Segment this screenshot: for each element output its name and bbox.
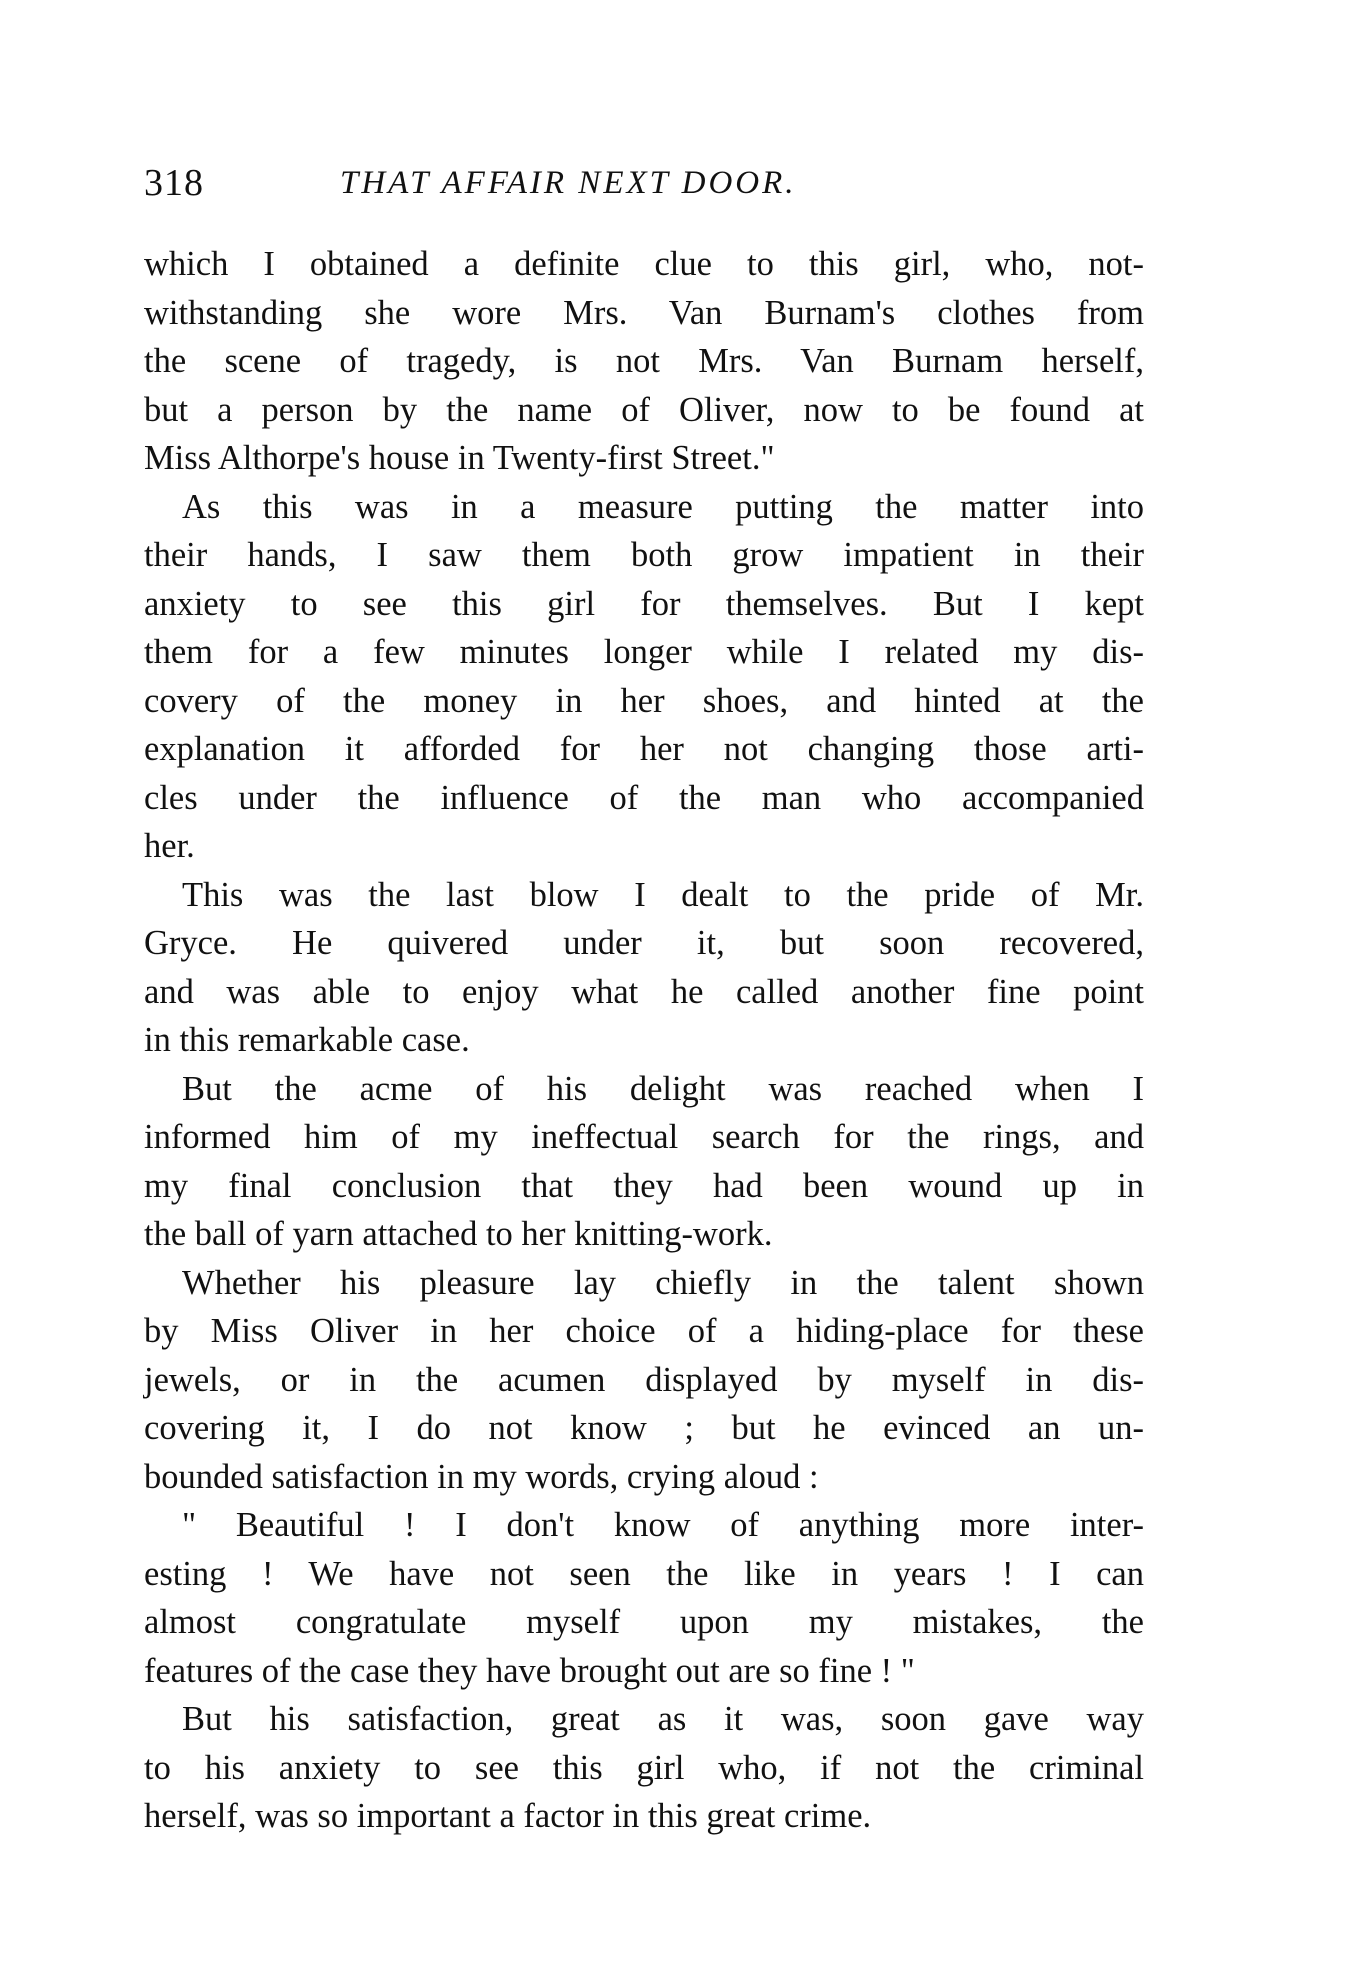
text-line: which I obtained a definite clue to this girl, who, not-	[144, 245, 1144, 283]
running-title: THAT AFFAIR NEXT DOOR.	[340, 165, 797, 201]
text-line: But the acme of his delight was reached when I	[182, 1069, 1144, 1108]
text-line: almost congratulate myself upon my mistakes, the	[144, 1603, 1144, 1641]
text-line: herself, was so important a factor in this great crime.	[144, 1797, 872, 1835]
text-line: " Beautiful ! I don't know of anything more inter-	[182, 1506, 1144, 1544]
text-line: This was the last blow I dealt to the pride of Mr.	[182, 875, 1144, 914]
text-line: and was able to enjoy what he called another fine point	[144, 972, 1144, 1011]
text-line: covering it, I do not know ; but he evinced an un-	[144, 1409, 1144, 1447]
text-line: Miss Althorpe's house in Twenty-first Street."	[144, 439, 775, 477]
text-line: covery of the money in her shoes, and hinted at the	[144, 681, 1144, 720]
text-line: but a person by the name of Oliver, now to be found at	[144, 390, 1144, 429]
text-line: bounded satisfaction in my words, crying aloud :	[144, 1457, 819, 1496]
text-line: her.	[144, 827, 195, 865]
text-line: informed him of my ineffectual search for the rings, and	[144, 1118, 1144, 1156]
text-line: But his satisfaction, great as it was, soon gave way	[182, 1700, 1144, 1738]
text-line: cles under the influence of the man who accompanied	[144, 778, 1144, 817]
body-text	[144, 240, 1144, 1841]
text-line: by Miss Oliver in her choice of a hiding-place for these	[144, 1312, 1144, 1350]
page-header	[144, 158, 1144, 208]
text-line: features of the case they have brought out are so fine ! "	[144, 1651, 915, 1690]
text-line: them for a few minutes longer while I related my dis-	[144, 633, 1144, 671]
text-line: their hands, I saw them both grow impatient in their	[144, 536, 1144, 574]
text-line: esting ! We have not seen the like in years ! I can	[144, 1554, 1144, 1593]
text-line: Whether his pleasure lay chiefly in the talent shown	[182, 1263, 1144, 1302]
text-line: Gryce. He quivered under it, but soon recovered,	[144, 924, 1144, 962]
text-line: the scene of tragedy, is not Mrs. Van Burnam herself,	[144, 342, 1144, 380]
text-line: my final conclusion that they had been wound up in	[144, 1166, 1144, 1205]
text-line: the ball of yarn attached to her knitting-work.	[144, 1215, 773, 1253]
text-line: in this remarkable case.	[144, 1021, 470, 1059]
text-line: As this was in a measure putting the matter into	[182, 487, 1144, 526]
page-number: 318	[144, 162, 204, 204]
text-line: jewels, or in the acumen displayed by myself in dis-	[144, 1360, 1144, 1399]
text-line: to his anxiety to see this girl who, if not the criminal	[144, 1748, 1144, 1787]
text-line: anxiety to see this girl for themselves. But I kept	[144, 584, 1144, 623]
text-line: withstanding she wore Mrs. Van Burnam's clothes from	[144, 293, 1144, 332]
text-line: explanation it afforded for her not changing those arti-	[144, 730, 1144, 768]
